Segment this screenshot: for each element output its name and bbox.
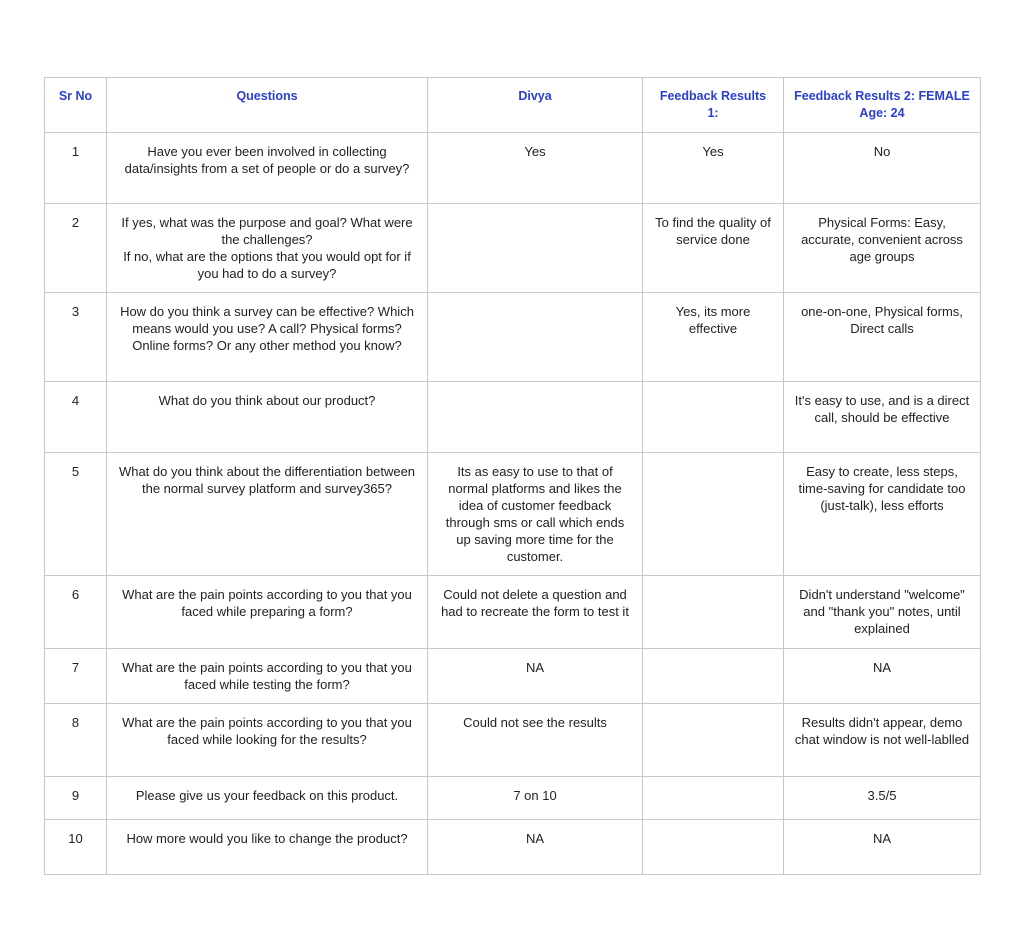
header-sr-no: Sr No: [45, 78, 107, 133]
feedback-results-2-cell: Physical Forms: Easy, accurate, convenient across age groups: [784, 204, 981, 293]
table-row: [45, 204, 981, 293]
header-divya: Divya: [428, 78, 643, 133]
feedback-results-1-cell: [643, 704, 784, 777]
question-cell: If yes, what was the purpose and goal? What were the challenges? If no, what are the options that you would opt for if you had to do a survey?: [107, 204, 428, 293]
question-cell: How do you think a survey can be effective? Which means would you use? A call? Physical forms? Online forms? Or any other method you know?: [107, 293, 428, 382]
sr-no-cell: 1: [45, 133, 107, 204]
sr-no-cell: 9: [45, 777, 107, 820]
sr-no-cell: 5: [45, 453, 107, 576]
feedback-results-2-cell: No: [784, 133, 981, 204]
table-row: [45, 576, 981, 649]
sr-no-cell: 6: [45, 576, 107, 649]
feedback-results-1-cell: Yes, its more effective: [643, 293, 784, 382]
feedback-results-2-cell: NA: [784, 649, 981, 704]
question-cell: What do you think about our product?: [107, 382, 428, 453]
divya-cell: NA: [428, 649, 643, 704]
divya-cell: 7 on 10: [428, 777, 643, 820]
question-cell: Have you ever been involved in collecting data/insights from a set of people or do a survey?: [107, 133, 428, 204]
sr-no-cell: 10: [45, 820, 107, 875]
feedback-results-2-cell: Easy to create, less steps, time-saving for candidate too (just-talk), less efforts: [784, 453, 981, 576]
divya-cell: Its as easy to use to that of normal platforms and likes the idea of customer feedback through sms or call which ends up saving more time for the customer.: [428, 453, 643, 576]
question-cell: What do you think about the differentiation between the normal survey platform and survey365?: [107, 453, 428, 576]
table-row: [45, 649, 981, 704]
feedback-results-2-cell: NA: [784, 820, 981, 875]
header-feedback-results-2: Feedback Results 2: FEMALE Age: 24: [784, 78, 981, 133]
table-row: [45, 382, 981, 453]
header-feedback-results-1: Feedback Results 1:: [643, 78, 784, 133]
divya-cell: [428, 382, 643, 453]
sr-no-cell: 8: [45, 704, 107, 777]
feedback-results-1-cell: [643, 453, 784, 576]
feedback-results-1-cell: [643, 649, 784, 704]
feedback-results-2-cell: one-on-one, Physical forms, Direct calls: [784, 293, 981, 382]
feedback-results-1-cell: [643, 576, 784, 649]
sr-no-cell: 2: [45, 204, 107, 293]
header-questions: Questions: [107, 78, 428, 133]
divya-cell: [428, 204, 643, 293]
feedback-results-2-cell: Results didn't appear, demo chat window is not well-lablled: [784, 704, 981, 777]
table-row: [45, 133, 981, 204]
feedback-results-1-cell: [643, 777, 784, 820]
feedback-results-2-cell: It's easy to use, and is a direct call, should be effective: [784, 382, 981, 453]
table-row: [45, 453, 981, 576]
question-cell: Please give us your feedback on this product.: [107, 777, 428, 820]
feedback-results-1-cell: To find the quality of service done: [643, 204, 784, 293]
table-header-row: [45, 78, 981, 133]
divya-cell: [428, 293, 643, 382]
divya-cell: NA: [428, 820, 643, 875]
table-body: [45, 133, 981, 875]
feedback-results-2-cell: 3.5/5: [784, 777, 981, 820]
feedback-table: [44, 77, 981, 875]
sr-no-cell: 4: [45, 382, 107, 453]
feedback-results-1-cell: [643, 382, 784, 453]
feedback-results-1-cell: [643, 820, 784, 875]
feedback-table-container: [44, 77, 980, 875]
feedback-results-2-cell: Didn't understand "welcome" and "thank you" notes, until explained: [784, 576, 981, 649]
divya-cell: Yes: [428, 133, 643, 204]
divya-cell: Could not see the results: [428, 704, 643, 777]
table-row: [45, 777, 981, 820]
question-cell: What are the pain points according to you that you faced while looking for the results?: [107, 704, 428, 777]
sr-no-cell: 7: [45, 649, 107, 704]
table-row: [45, 704, 981, 777]
table-row: [45, 293, 981, 382]
table-row: [45, 820, 981, 875]
question-cell: What are the pain points according to you that you faced while preparing a form?: [107, 576, 428, 649]
sr-no-cell: 3: [45, 293, 107, 382]
divya-cell: Could not delete a question and had to recreate the form to test it: [428, 576, 643, 649]
question-cell: What are the pain points according to you that you faced while testing the form?: [107, 649, 428, 704]
feedback-results-1-cell: Yes: [643, 133, 784, 204]
question-cell: How more would you like to change the product?: [107, 820, 428, 875]
